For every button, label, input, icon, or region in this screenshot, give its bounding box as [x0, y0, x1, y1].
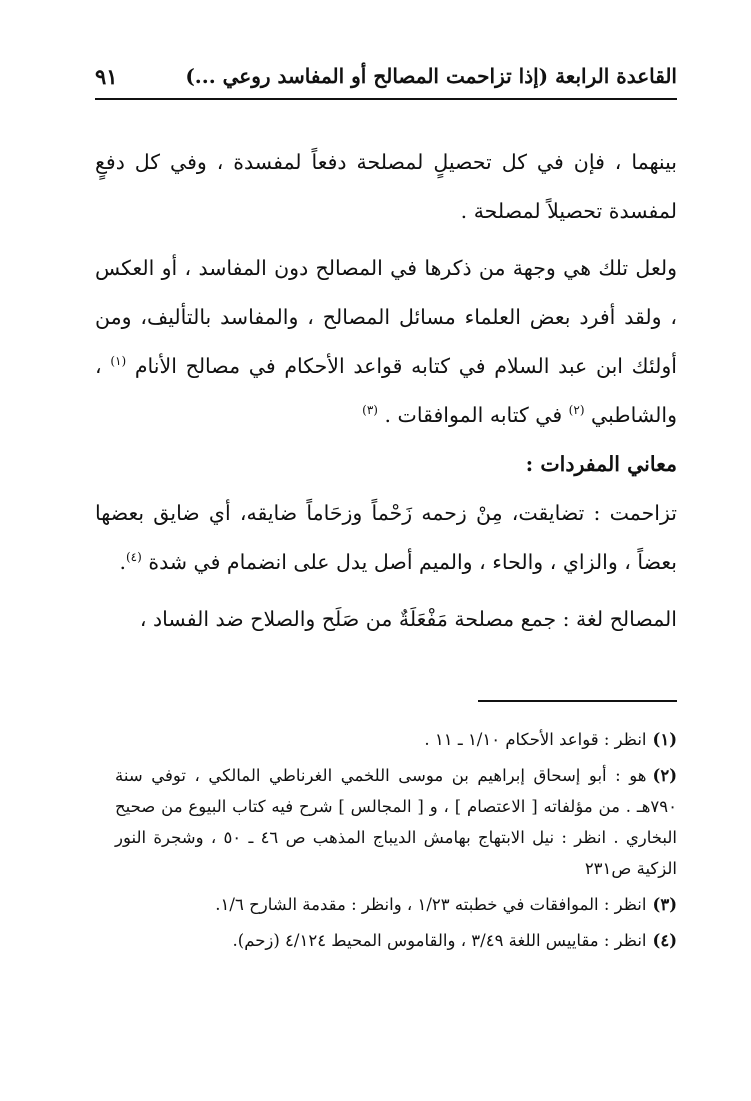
page-number: ٩١ [95, 63, 118, 89]
footnote-text: انظر : الموافقات في خطبته ١/٢٣ ، وانظر : مقدمة الشارح ١/٦. [215, 895, 647, 914]
paragraph-1 [95, 138, 677, 236]
footnote-1 [115, 724, 677, 755]
footnote-2 [115, 760, 677, 884]
paragraph-2-text-b: ، والشاطبي [95, 354, 677, 427]
footnote-4 [115, 925, 677, 956]
footnote-ref-2[interactable]: (٢) [568, 403, 585, 418]
paragraph-4 [95, 595, 677, 644]
footnote-ref-3[interactable]: (٣) [362, 403, 378, 418]
paragraph-3-text: تزاحمت : تضايقت، مِنْ زحمه زَحْماً وزحَاماً ضايقه، أي ضايق بعضها بعضاً ، والزاي ، والحاء ، والميم أصل يدل على انضمام في شدة [95, 501, 677, 574]
main-text [95, 138, 677, 644]
footnotes [115, 724, 677, 956]
paragraph-3 [95, 489, 677, 587]
footnote-marker: (٣) [652, 895, 677, 914]
paragraph-1-text: بينهما ، فإن في كل تحصيلٍ لمصلحة دفعاً لمفسدة ، وفي كل دفعٍ لمفسدة تحصيلاً لمصلحة . [95, 150, 677, 223]
footnote-ref-1[interactable]: (١) [110, 354, 127, 369]
page-header [95, 56, 677, 96]
paragraph-2 [95, 244, 677, 440]
header-rule [95, 98, 677, 100]
footnote-marker: (٤) [652, 931, 677, 950]
paragraph-3-end: . [119, 550, 126, 574]
running-title: القاعدة الرابعة (إذا تزاحمت المصالح أو المفاسد روعي ...) [185, 64, 677, 88]
paragraph-4-text: المصالح لغة : جمع مصلحة مَفْعَلَةٌ من صَلَح والصلاح ضد الفساد ، [139, 607, 677, 631]
footnote-marker: (٢) [652, 766, 677, 785]
footnote-rule [478, 700, 677, 702]
footnote-text: انظر : قواعد الأحكام ١/١٠ ـ ١١ . [424, 730, 647, 749]
footnote-text: انظر : مقاييس اللغة ٣/٤٩ ، والقاموس المحيط ٤/١٢٤ (زحم). [232, 931, 647, 950]
footnote-3 [115, 889, 677, 920]
footnote-ref-4[interactable]: (٤) [125, 550, 142, 565]
section-heading: معاني المفردات : [525, 452, 677, 476]
paragraph-2-text-c: في كتابه الموافقات . [384, 403, 563, 427]
footnote-marker: (١) [652, 730, 677, 749]
paragraph-2-text-a: ولعل تلك هي وجهة من ذكرها في المصالح دون المفاسد ، أو العكس ، ولقد أفرد بعض العلماء مسائل المصالح ، والمفاسد بالتأليف، ومن أولئك ابن عبد السلام في كتابه قواعد الأحكام في مصالح الأنام [95, 256, 677, 378]
footnote-text: هو : أبو إسحاق إبراهيم بن موسى اللخمي الغرناطي المالكي ، توفي سنة ٧٩٠هـ . من مؤلفاته [ الاعتصام ] ، و [ المجالس ] شرح فيه كتاب البيوع من صحيح البخاري . انظر : نيل الابتهاج بهامش الديباج المذهب ص ٤٦ ـ ٥٠ ، وشجرة النور الزكية ص٢٣١ [115, 766, 678, 878]
